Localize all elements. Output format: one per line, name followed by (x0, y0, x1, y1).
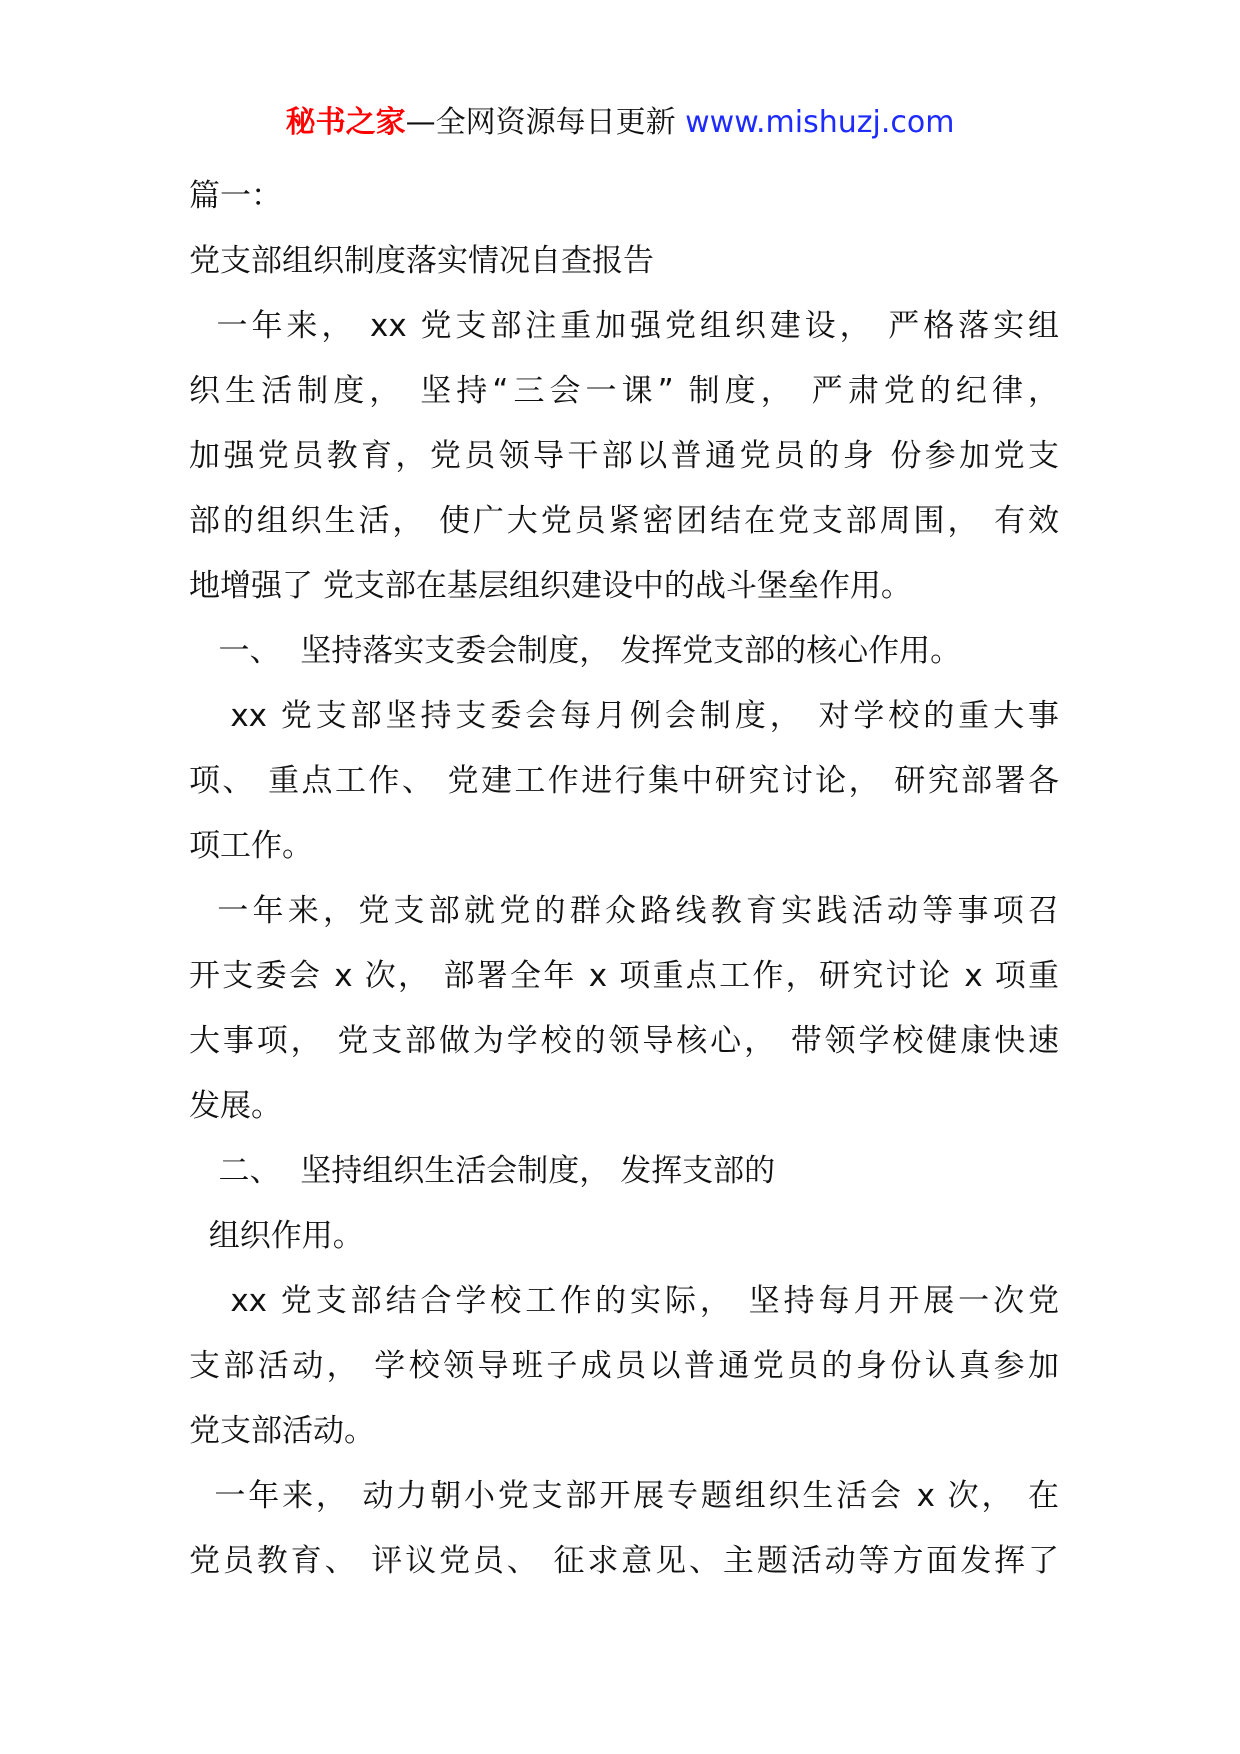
text-line: 大事项， 党支部做为学校的领导核心， 带领学校健康快速 (189, 1023, 1059, 1059)
section-heading: 二、 坚持组织生活会制度， 发挥支部的 (189, 1153, 776, 1189)
text-line: 项、 重点工作、 党建工作进行集中研究讨论， 研究部署各 (189, 763, 1059, 799)
text-line: 项工作。 (189, 828, 313, 864)
section-heading: 一、 坚持落实支委会制度， 发挥党支部的核心作用。 (189, 633, 962, 669)
document-title: 党支部组织制度落实情况自查报告 (189, 243, 654, 279)
text-line: 一年来， xx 党支部注重加强党组织建设， 严格落实组 (189, 308, 1059, 344)
text-line: 发展。 (189, 1088, 282, 1124)
text-line: xx 党支部结合学校工作的实际， 坚持每月开展一次党 (189, 1283, 1059, 1319)
site-slogan: —全网资源每日更新 (405, 105, 676, 140)
text-line: 加强党员教育，党员领导干部以普通党员的身 份参加党支 (189, 438, 1059, 474)
text-line: 一年来， 动力朝小党支部开展专题组织生活会 x 次， 在 (189, 1478, 1059, 1514)
text-line: xx 党支部坚持支委会每月例会制度， 对学校的重大事 (189, 698, 1059, 734)
text-line: 党员教育、 评议党员、 征求意见、主题活动等方面发挥了 (189, 1543, 1059, 1579)
document-body (189, 164, 1059, 1594)
text-line: 地增强了 党支部在基层组织建设中的战斗堡垒作用。 (189, 568, 912, 604)
section-label: 篇一： (189, 178, 282, 214)
site-brand: 秘书之家 (285, 105, 406, 140)
site-header (0, 103, 1240, 143)
site-url-link[interactable]: www.mishuzj.com (685, 105, 955, 140)
text-line: 一年来，党支部就党的群众路线教育实践活动等事项召 (189, 893, 1059, 929)
section-heading: 组织作用。 (189, 1218, 364, 1254)
text-line: 支部活动， 学校领导班子成员以普通党员的身份认真参加 (189, 1348, 1059, 1384)
text-line: 开支委会 x 次， 部署全年 x 项重点工作，研究讨论 x 项重 (189, 958, 1059, 994)
text-line: 织生活制度， 坚持“三会一课” 制度， 严肃党的纪律， (189, 373, 1059, 409)
text-line: 党支部活动。 (189, 1413, 375, 1449)
text-line: 部的组织生活， 使广大党员紧密团结在党支部周围， 有效 (189, 503, 1059, 539)
